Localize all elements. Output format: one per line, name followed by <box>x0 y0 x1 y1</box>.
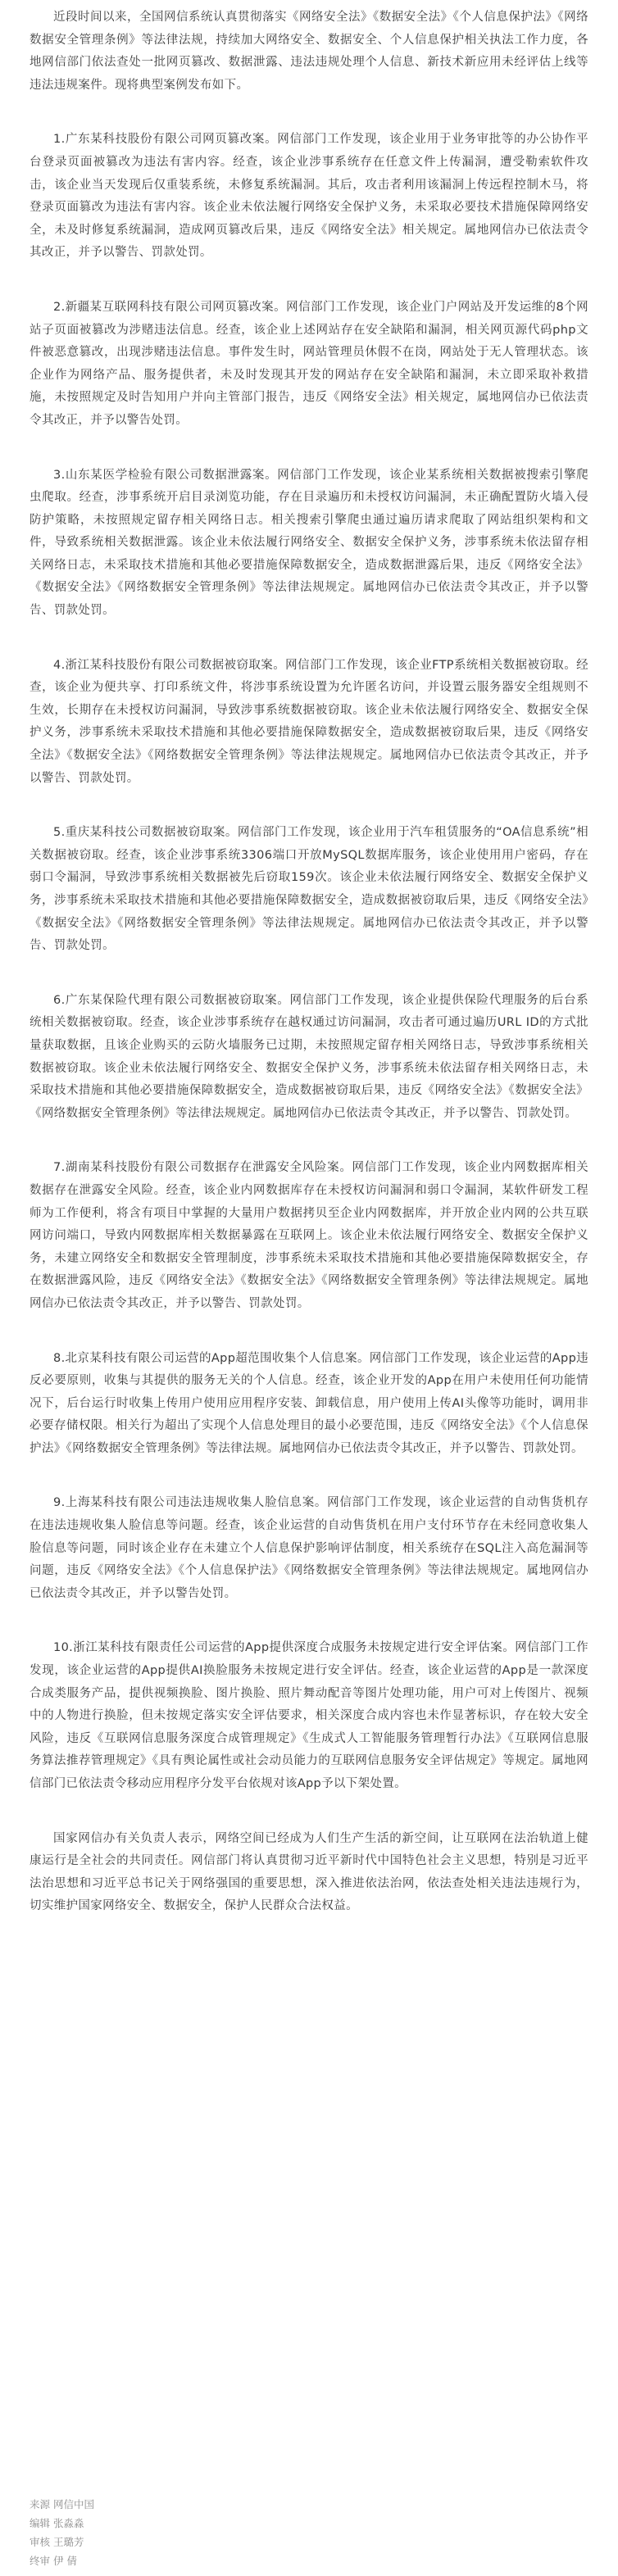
case-paragraph-10: 10.浙江某科技有限责任公司运营的App提供深度合成服务未按规定进行安全评估案。网信部门工作发现，该企业运营的App提供AI换脸服务未按规定进行安全评估。经查，该企业运营的App是一款深度合成类服务产品，提供视频换脸、图片换脸、照片舞动配音等图片处理功能，用户可对上传图片、视频中的人物进行换脸，但未按规定落实安全评估要求，相关深度合成内容也未作显著标识，存在较大安全风险，违反《互联网信息服务深度合成管理规定》《生成式人工智能服务管理暂行办法》《互联网信息服务算法推荐管理规定》《具有舆论属性或社会动员能力的互联网信息服务安全评估规定》等规定。属地网信部门已依法责令移动应用程序分发平台依规对该App予以下架处置。 <box>30 1641 588 1790</box>
article-credits <box>30 2495 94 2570</box>
intro-paragraph: 近段时间以来，全国网信系统认真贯彻落实《网络安全法》《数据安全法》《个人信息保护法》《网络数据安全管理条例》等法律法规，持续加大网络安全、数据安全、个人信息保护相关执法工作力度，各地网信部门依法查处一批网页篡改、数据泄露、违法违规处理个人信息、新技术新应用未经评估上线等违法违规案件。现将典型案例发布如下。 <box>30 11 588 92</box>
closing-paragraph: 国家网信办有关负责人表示，网络空间已经成为人们生产生活的新空间，让互联网在法治轨道上健康运行是全社会的共同责任。网信部门将认真贯彻习近平新时代中国特色社会主义思想，特别是习近平法治思想和习近平总书记关于网络强国的重要思想，深入推进依法治网，依法查处相关违法违规行为，切实维护国家网络安全、数据安全，保护人民群众合法权益。 <box>30 1831 588 1913</box>
case-paragraph-2: 2.新疆某互联网科技有限公司网页篡改案。网信部门工作发现，该企业门户网站及开发运维的8个网站子页面被篡改为涉赌违法信息。经查，该企业上述网站存在安全缺陷和漏洞，相关网页源代码php文件被恶意篡改，出现涉赌违法信息。事件发生时，网站管理员休假不在岗，网站处于无人管理状态。该企业作为网络产品、服务提供者，未及时发现其开发的网站存在安全缺陷和漏洞，未立即采取补救措施，未按照规定及时告知用户并向主管部门报告，违反《网络安全法》相关规定，属地网信办已依法责令其改正，并予以警告处罚。 <box>30 300 588 427</box>
credit-reviewer: 审核 王璐芳 <box>30 2536 84 2548</box>
case-paragraph-3: 3.山东某医学检验有限公司数据泄露案。网信部门工作发现，该企业某系统相关数据被搜索引擎爬虫爬取。经查，涉事系统开启目录浏览功能，存在目录遍历和未授权访问漏洞，未正确配置防火墙入侵防护策略，未按照规定留存相关网络日志。相关搜索引擎爬虫通过遍历请求爬取了网站组织架构和文件，导致系统相关数据泄露。该企业未依法履行网络安全、数据安全保护义务，涉事系统未依法留存相关网络日志，未采取技术措施和其他必要措施保障数据安全，造成数据泄露后果，违反《网络安全法》《数据安全法》《网络数据安全管理条例》等法律法规规定。属地网信办已依法责令其改正，并予以警告、罚款处罚。 <box>30 468 588 618</box>
case-paragraph-5: 5.重庆某科技公司数据被窃取案。网信部门工作发现，该企业用于汽车租赁服务的“OA信息系统”相关数据被窃取。经查，该企业涉事系统3306端口开放MySQL数据库服务，该企业使用用户密码，存在弱口令漏洞，导致涉事系统相关数据被先后窃取159次。该企业未依法履行网络安全、数据安全保护义务，涉事系统未采取技术措施和其他必要措施保障数据安全，造成数据被窃取后果，违反《网络安全法》《数据安全法》《网络数据安全管理条例》等法律法规规定。属地网信办已依法责令其改正，并予以警告、罚款处罚。 <box>30 826 588 953</box>
case-paragraph-7: 7.湖南某科技股份有限公司数据存在泄露安全风险案。网信部门工作发现，该企业内网数据库相关数据存在泄露安全风险。经查，该企业内网数据库存在未授权访问漏洞和弱口令漏洞，某软件研发工程师为工作便利，将含有项目中掌握的大量用户数据拷贝至企业内网数据库，并开放企业内网的公共互联网访问端口，导致内网数据库相关数据暴露在互联网上。该企业未依法履行网络安全、数据安全保护义务，未建立网络安全和数据安全管理制度，涉事系统未采取技术措施和其他必要措施保障数据安全，存在数据泄露风险，违反《网络安全法》《数据安全法》《网络数据安全管理条例》等法律法规规定。属地网信办已依法责令其改正，并予以警告、罚款处罚。 <box>30 1161 588 1310</box>
case-paragraph-4: 4.浙江某科技股份有限公司数据被窃取案。网信部门工作发现，该企业FTP系统相关数据被窃取。经查，该企业为便共享、打印系统文件，将涉事系统设置为允许匿名访问，并设置云服务器安全组规则不生效，长期存在未授权访问漏洞，导致涉事系统数据被窃取。该企业未依法履行网络安全、数据安全保护义务，涉事系统未采取技术措施和其他必要措施保障数据安全，造成数据被窃取后果，违反《网络安全法》《数据安全法》《网络数据安全管理条例》等法律法规规定。属地网信办已依法责令其改正，并予以警告、罚款处罚。 <box>30 658 588 785</box>
case-paragraph-8: 8.北京某科技有限公司运营的App超范围收集个人信息案。网信部门工作发现，该企业运营的App违反必要原则，收集与其提供的服务无关的个人信息。经查，该企业开发的App在用户未使用任何功能情况下，后台运行时收集上传用户使用应用程序安装、卸载信息，用户使用上传AI头像等功能时，调用非必要存储权限。相关行为超出了实现个人信息处理目的最小必要范围，违反《网络安全法》《个人信息保护法》《网络数据安全管理条例》等法律法规。属地网信办已依法责令其改正，并予以警告、罚款处罚。 <box>30 1351 588 1455</box>
credit-editor: 编辑 张淼淼 <box>30 2517 84 2529</box>
case-paragraph-9: 9.上海某科技有限公司违法违规收集人脸信息案。网信部门工作发现，该企业运营的自动售货机存在违法违规收集人脸信息等问题。经查，该企业运营的自动售货机在用户支付环节存在未经同意收集人脸信息等问题，同时该企业存在未建立个人信息保护影响评估制度，相关系统存在SQL注入高危漏洞等问题，违反《网络安全法》《个人信息保护法》《网络数据安全管理条例》等法律法规规定。属地网信办已依法责令其改正，并予以警告处罚。 <box>30 1496 588 1600</box>
credit-final-reviewer: 终审 伊 倩 <box>30 2555 77 2567</box>
case-paragraph-6: 6.广东某保险代理有限公司数据被窃取案。网信部门工作发现，该企业提供保险代理服务的后台系统相关数据被窃取。经查，该企业涉事系统存在越权通过访问漏洞，攻击者可通过遍历URL ID的方式批量获取数据，且该企业购买的云防火墙服务已过期，未按照规定留存相关网络日志，导致涉事系统相关数据被窃取。该企业未依法履行网络安全、数据安全保护义务，涉事系统未依法留存相关网络日志，未采取技术措施和其他必要措施保障数据安全，造成数据被窃取后果，违反《网络安全法》《数据安全法》《网络数据安全管理条例》等法律法规规定。属地网信办已依法责令其改正，并予以警告、罚款处罚。 <box>30 993 588 1120</box>
case-paragraph-1: 1.广东某科技股份有限公司网页篡改案。网信部门工作发现，该企业用于业务审批等的办公协作平台登录页面被篡改为违法有害内容。经查，该企业涉事系统存在任意文件上传漏洞，遭受勒索软件攻击，该企业当天发现后仅重装系统，未修复系统漏洞。其后，攻击者利用该漏洞上传远程控制木马，将登录页面篡改为违法有害内容。该企业未依法履行网络安全保护义务，未采取必要技术措施保障网络安全，未及时修复系统漏洞，造成网页篡改后果，违反《网络安全法》相关规定。属地网信办已依法责令其改正，并予以警告、罚款处罚。 <box>30 133 588 260</box>
credit-source: 来源 网信中国 <box>30 2498 94 2510</box>
